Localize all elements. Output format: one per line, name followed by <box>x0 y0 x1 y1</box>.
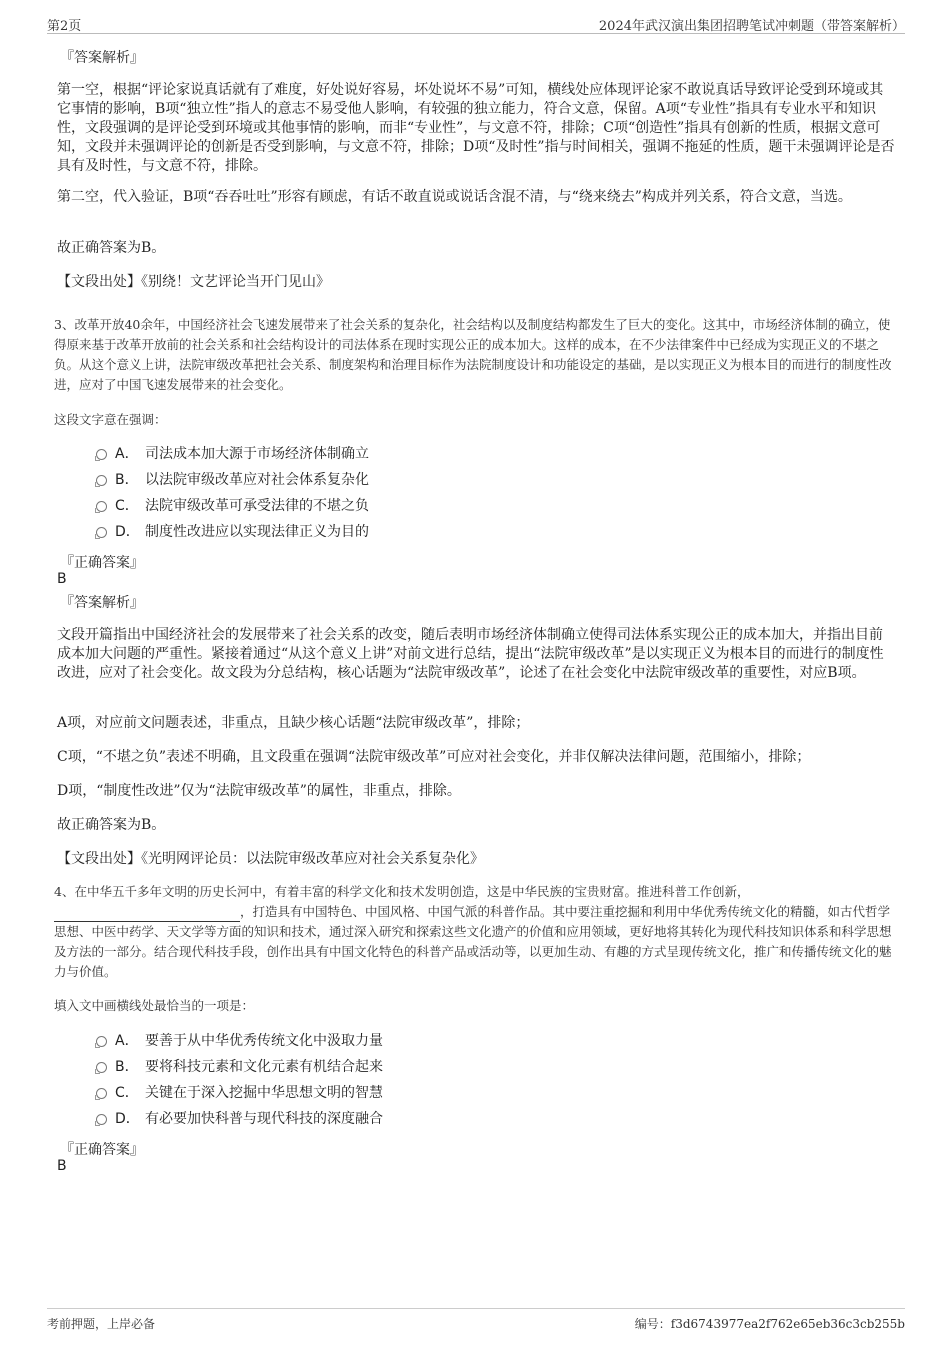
option-text: 以法院审级改革应对社会体系复杂化 <box>145 472 369 488</box>
document-title: 2024年武汉演出集团招聘笔试冲刺题（带答案解析） <box>598 19 905 34</box>
answer-analysis-label: 『答案解析』 <box>60 50 144 66</box>
analysis-paragraph: D项，“制度性改进”仅为“法院审级改革”的属性，非重点，排除。 <box>57 783 461 799</box>
option-letter: A． <box>115 1033 139 1049</box>
option-letter: D． <box>115 524 140 540</box>
radio-icon[interactable] <box>96 1088 107 1099</box>
radio-icon[interactable] <box>96 475 107 486</box>
option-b[interactable] <box>96 470 369 490</box>
option-a[interactable] <box>96 444 369 464</box>
page-header <box>47 14 905 34</box>
source-text: 【文段出处】《光明网评论员：以法院审级改革应对社会关系复杂化》 <box>57 851 484 867</box>
page-footer <box>47 1308 905 1336</box>
analysis-paragraph: 第二空，代入验证，B项“吞吞吐吐”形容有顾虑，有话不敢直说或说话含混不清，与“绕来绕去”构成并列关系，符合文意，当选。 <box>57 189 852 205</box>
option-text: 关键在于深入挖掘中华思想文明的智慧 <box>145 1085 383 1101</box>
radio-icon[interactable] <box>96 1062 107 1073</box>
analysis-paragraph: C项，“不堪之负”表述不明确，且文段重在强调“法院审级改革”可应对社会变化，并非仅解决法律问题，范围缩小，排除； <box>57 749 811 765</box>
option-letter: A． <box>115 446 139 462</box>
source-text: 【文段出处】《别绕！文艺评论当开门见山》 <box>57 274 330 290</box>
correct-answer: B <box>57 571 67 587</box>
option-c[interactable] <box>96 496 369 516</box>
option-text: 有必要加快科普与现代科技的深度融合 <box>145 1111 383 1127</box>
question-prompt: 填入文中画横线处最恰当的一项是： <box>54 998 255 1013</box>
stem-text: 4、在中华五千多年文明的历史长河中，有着丰富的科学文化和技术发明创造，这是中华民族的宝贵财富。推进科普工作创新， <box>54 884 750 899</box>
option-letter: B． <box>115 1059 139 1075</box>
radio-icon[interactable] <box>96 449 107 460</box>
option-text: 司法成本加大源于市场经济体制确立 <box>145 446 369 462</box>
analysis-paragraph: 文段开篇指出中国经济社会的发展带来了社会关系的改变，随后表明市场经济体制确立使得司法体系实现公正的成本加大，并指出目前成本加大问题的严重性。紧接着通过“从这个意义上讲”对前文进行总结，提出“法院审级改革”是以实现正义为根本目的而进行的制度性改进，应对了社会变化。故文段为分总结构，核心话题为“法院审级改革”，论述了在社会变化中法院审级改革的重要性，对应B项。 <box>57 627 884 681</box>
conclusion-text: 故正确答案为B。 <box>57 240 166 256</box>
option-text: 要善于从中华优秀传统文化中汲取力量 <box>145 1033 383 1049</box>
question-stem <box>54 882 896 982</box>
question-prompt: 这段文字意在强调： <box>54 412 167 427</box>
option-text: 制度性改进应以实现法律正义为目的 <box>145 524 369 540</box>
option-a[interactable] <box>96 1031 383 1051</box>
radio-icon[interactable] <box>96 1114 107 1125</box>
radio-icon[interactable] <box>96 1036 107 1047</box>
option-text: 法院审级改革可承受法律的不堪之负 <box>145 498 369 514</box>
option-letter: C． <box>115 1085 139 1101</box>
correct-answer-label: 『正确答案』 <box>60 1142 144 1158</box>
correct-answer-label: 『正确答案』 <box>60 555 144 571</box>
correct-answer: B <box>57 1158 67 1174</box>
fill-blank <box>54 909 240 922</box>
analysis-paragraph: 第一空，根据“评论家说真话就有了难度，好处说好容易，坏处说坏不易”可知，横线处应体现评论家不敢说真话导致评论受到环境或其它事情的影响，B项“独立性”指人的意志不易受他人影响，有较强的独立能力，符合文意，保留。A项“专业性”指具有专业水平和知识性，文段强调的是评论受到环境或其他事情的影响，而非“专业性”，与文意不符，排除；C项“创造性”指具有创新的性质，根据文意可知，文段并未强调评论的创新是否受到影响，与文意不符，排除；D项“及时性”指与时间相关，强调不拖延的性质，题干未强调评论是否具有及时性，与文意不符，排除。 <box>57 82 895 174</box>
question-stem: 3、改革开放40余年，中国经济社会飞速发展带来了社会关系的复杂化，社会结构以及制度结构都发生了巨大的变化。这其中，市场经济体制的确立，使得原来基于改革开放前的社会关系和社会结构设计的司法体系在现时实现公正的成本加大。这样的成本，在不少法律案件中已经成为实现正义的不堪之负。从这个意义上讲，法院审级改革把社会关系、制度架构和治理目标作为法院制度设计和功能设定的基础，是以实现正义为根本目的而进行的制度性改进，应对了中国飞速发展带来的社会变化。 <box>54 317 892 392</box>
page-number: 第2页 <box>47 19 82 34</box>
radio-icon[interactable] <box>96 501 107 512</box>
option-letter: C． <box>115 498 139 514</box>
analysis-paragraph: A项，对应前文问题表述，非重点，且缺少核心话题“法院审级改革”，排除； <box>57 715 530 731</box>
option-d[interactable] <box>96 522 369 542</box>
option-text: 要将科技元素和文化元素有机结合起来 <box>145 1059 383 1075</box>
conclusion-text: 故正确答案为B。 <box>57 817 166 833</box>
option-b[interactable] <box>96 1057 383 1077</box>
option-c[interactable] <box>96 1083 383 1103</box>
option-letter: D． <box>115 1111 140 1127</box>
radio-icon[interactable] <box>96 527 107 538</box>
footer-slogan: 考前押题，上岸必备 <box>47 1317 156 1331</box>
option-letter: B． <box>115 472 139 488</box>
answer-analysis-label: 『答案解析』 <box>60 595 144 611</box>
option-d[interactable] <box>96 1109 383 1129</box>
footer-serial: 编号：f3d6743977ea2f762e65eb36c3cb255b <box>634 1317 905 1331</box>
stem-text: ，打造具有中国特色、中国风格、中国气派的科普作品。其中要注重挖掘和利用中华优秀传统文化的精髓，如古代哲学思想、中医中药学、天文学等方面的知识和技术，通过深入研究和探索这些文化遗产的价值和应用领域，更好地将其转化为现代科技知识体系和科学思想及方法的一部分。结合现代科技手段，创作出具有中国文化特色的科普产品或活动等，以更加生动、有趣的方式呈现传统文化，推广和传播传统文化的魅力与价值。 <box>54 904 892 979</box>
